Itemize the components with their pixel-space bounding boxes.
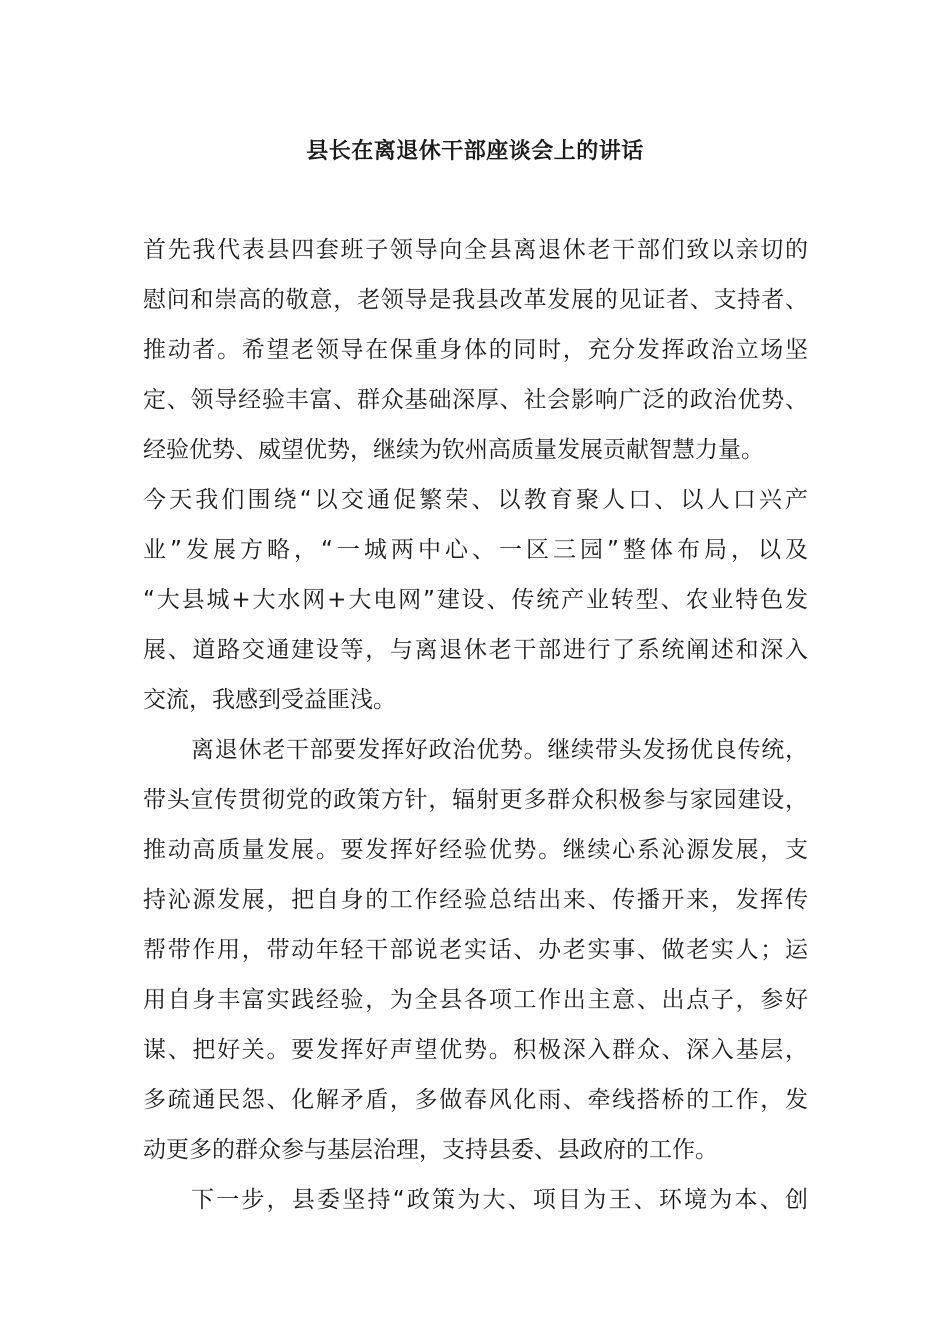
- body-line: 慰问和崇高的敬意，老领导是我县改革发展的见证者、支持者、: [143, 287, 808, 313]
- body-line: 用自身丰富实践经验，为全县各项工作出主意、出点子，参好: [143, 987, 808, 1013]
- body-line: 推动高质量发展。要发挥好经验优势。继续心系沁源发展，支: [143, 837, 808, 863]
- body-line: 首先我代表县四套班子领导向全县离退休老干部们致以亲切的: [143, 237, 808, 263]
- body-line: 多疏通民怨、化解矛盾，多做春风化雨、牵线搭桥的工作，发: [143, 1087, 808, 1113]
- document-title: 县长在离退休干部座谈会上的讲话: [306, 139, 644, 164]
- body-line: 持沁源发展，把自身的工作经验总结出来、传播开来，发挥传: [143, 887, 808, 913]
- body-line: 离退休老干部要发挥好政治优势。继续带头发扬优良传统，: [191, 737, 808, 763]
- body-line: 谋、把好关。要发挥好声望优势。积极深入群众、深入基层，: [143, 1037, 808, 1063]
- body-line: 今天我们围绕“以交通促繁荣、以教育聚人口、以人口兴产: [143, 487, 808, 513]
- body-line: 经验优势、威望优势，继续为钦州高质量发展贡献智慧力量。: [143, 437, 764, 463]
- body-line: “大县城+大水网+大电网”建设、传统产业转型、农业特色发: [143, 587, 808, 613]
- body-line: 展、道路交通建设等，与离退休老干部进行了系统阐述和深入: [143, 637, 808, 663]
- body-line: 推动者。希望老领导在保重身体的同时，充分发挥政治立场坚: [143, 337, 808, 363]
- body-line: 帮带作用，带动年轻干部说老实话、办老实事、做老实人；运: [143, 937, 808, 963]
- body-line: 下一步，县委坚持“政策为大、项目为王、环境为本、创: [191, 1187, 808, 1213]
- body-line: 动更多的群众参与基层治理，支持县委、县政府的工作。: [143, 1137, 718, 1163]
- body-line: 交流，我感到受益匪浅。: [143, 687, 396, 713]
- body-line: 带头宣传贯彻党的政策方针，辐射更多群众积极参与家园建设，: [143, 787, 808, 813]
- body-line: 业”发展方略，“一城两中心、一区三园”整体布局，以及: [143, 537, 808, 563]
- body-line: 定、领导经验丰富、群众基础深厚、社会影响广泛的政治优势、: [143, 387, 808, 413]
